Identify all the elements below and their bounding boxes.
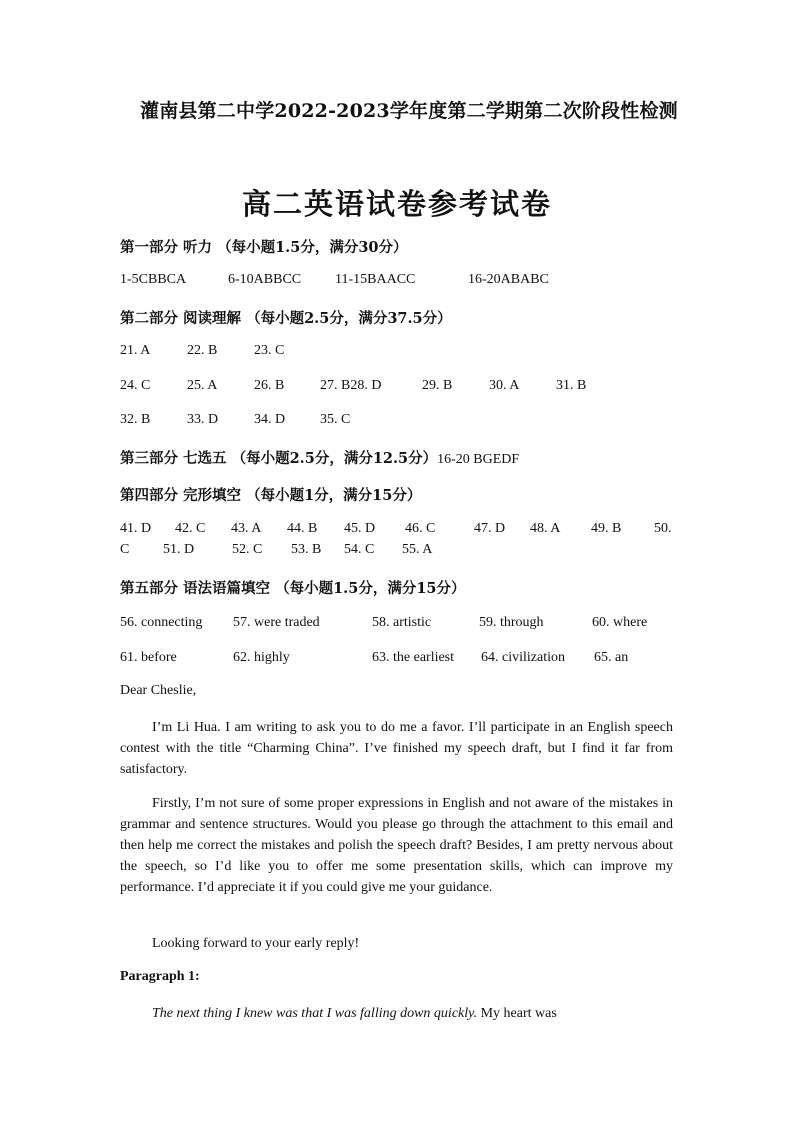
- letter-paragraph-1: I’m Li Hua. I am writing to ask you to do me a favor. I’ll participate in an English speech contest with the title “Charming China”. I’ve finished my speech draft, but I find it far from satisfactory.: [120, 720, 673, 777]
- answer-item: 34. D: [254, 412, 286, 427]
- answer-item: 46. C: [405, 521, 436, 536]
- answer-item: 41. D: [120, 521, 152, 536]
- answer-item: 24. C: [120, 378, 151, 393]
- answer-item: 60. where: [592, 615, 648, 630]
- school-title: 灌南县第二中学2022-2023学年度第二学期第二次阶段性检测: [140, 100, 678, 122]
- continuation-paragraph: [120, 1003, 673, 1024]
- answer-item: 63. the earliest: [372, 650, 455, 665]
- answer-group: 1-5CBBCA: [120, 272, 187, 287]
- answer-item: 26. B: [254, 378, 285, 393]
- answer-item: 57. were traded: [233, 615, 320, 630]
- section-title-listening: 第一部分 听力 （每小题1.5分，满分30分）: [120, 239, 408, 256]
- answer-item: 55. A: [402, 542, 433, 557]
- answer-item: 49. B: [591, 521, 622, 536]
- answer-item: 31. B: [556, 378, 587, 393]
- answer-item: 43. A: [231, 521, 262, 536]
- answer-group: 11-15BAACC: [335, 272, 416, 287]
- section-title-grammar-fill: 第五部分 语法语篇填空 （每小题1.5分，满分15分）: [120, 580, 466, 597]
- answer-group: 6-10ABBCC: [228, 272, 302, 287]
- answer-item: 25. A: [187, 378, 218, 393]
- answer-item: 62. highly: [233, 650, 290, 665]
- section-title-reading: 第二部分 阅读理解 （每小题2.5分，满分37.5分）: [120, 310, 452, 327]
- answer-item: 54. C: [344, 542, 375, 557]
- answer-item: 33. D: [187, 412, 219, 427]
- answer-item: 23. C: [254, 343, 285, 358]
- answers-seven-choose-five: 16-20 BGEDF: [437, 452, 520, 467]
- answer-group: 16-20ABABC: [468, 272, 549, 287]
- page-title: 高二英语试卷参考试卷: [241, 187, 552, 221]
- letter-salutation: Dear Cheslie,: [120, 683, 197, 698]
- answer-item: 35. C: [320, 412, 351, 427]
- answer-item: 51. D: [163, 542, 195, 557]
- answer-item: 45. D: [344, 521, 376, 536]
- answer-item: 42. C: [175, 521, 206, 536]
- answer-item: 61. before: [120, 650, 177, 665]
- answer-item: 58. artistic: [372, 615, 432, 630]
- answer-item: 21. A: [120, 343, 151, 358]
- section-title-cloze: 第四部分 完形填空 （每小题1分，满分15分）: [120, 487, 422, 504]
- answer-item: 48. A: [530, 521, 561, 536]
- answer-item: 52. C: [232, 542, 263, 557]
- paragraph-heading: Paragraph 1:: [120, 969, 200, 984]
- section-title-seven-choose-five: [120, 447, 519, 468]
- answer-item: C: [120, 542, 130, 557]
- answer-item: 22. B: [187, 343, 218, 358]
- letter-paragraph-2: Firstly, I’m not sure of some proper expressions in English and not aware of the mistakes in grammar and sentence structures. Would you please go through the attachment to this email and then help me correct the mistakes and polish the speech draft? Besides, I am pretty nervous about the speech, so I’d like you to offer me some presentation skills, which can improve my performance. I’d appreciate it if you could give me your guidance.: [120, 796, 673, 895]
- answer-item: 27. B28. D: [320, 378, 382, 393]
- continuation-text: My heart was: [477, 1006, 557, 1021]
- answer-item: 65. an: [594, 650, 629, 665]
- answer-item: 53. B: [291, 542, 322, 557]
- continuation-italic-opening: The next thing I knew was that I was falling down quickly.: [152, 1006, 478, 1021]
- answer-item: 30. A: [489, 378, 520, 393]
- answer-item: 44. B: [287, 521, 318, 536]
- answer-item: 56. connecting: [120, 615, 203, 630]
- letter-paragraph-3: Looking forward to your early reply!: [152, 936, 360, 951]
- answer-item: 50.: [654, 521, 672, 536]
- answer-item: 32. B: [120, 412, 151, 427]
- section-title-text: 第三部分 七选五 （每小题2.5分，满分12.5分）: [120, 450, 438, 467]
- answer-item: 29. B: [422, 378, 453, 393]
- answer-item: 59. through: [479, 615, 544, 630]
- answer-item: 64. civilization: [481, 650, 565, 665]
- answer-item: 47. D: [474, 521, 506, 536]
